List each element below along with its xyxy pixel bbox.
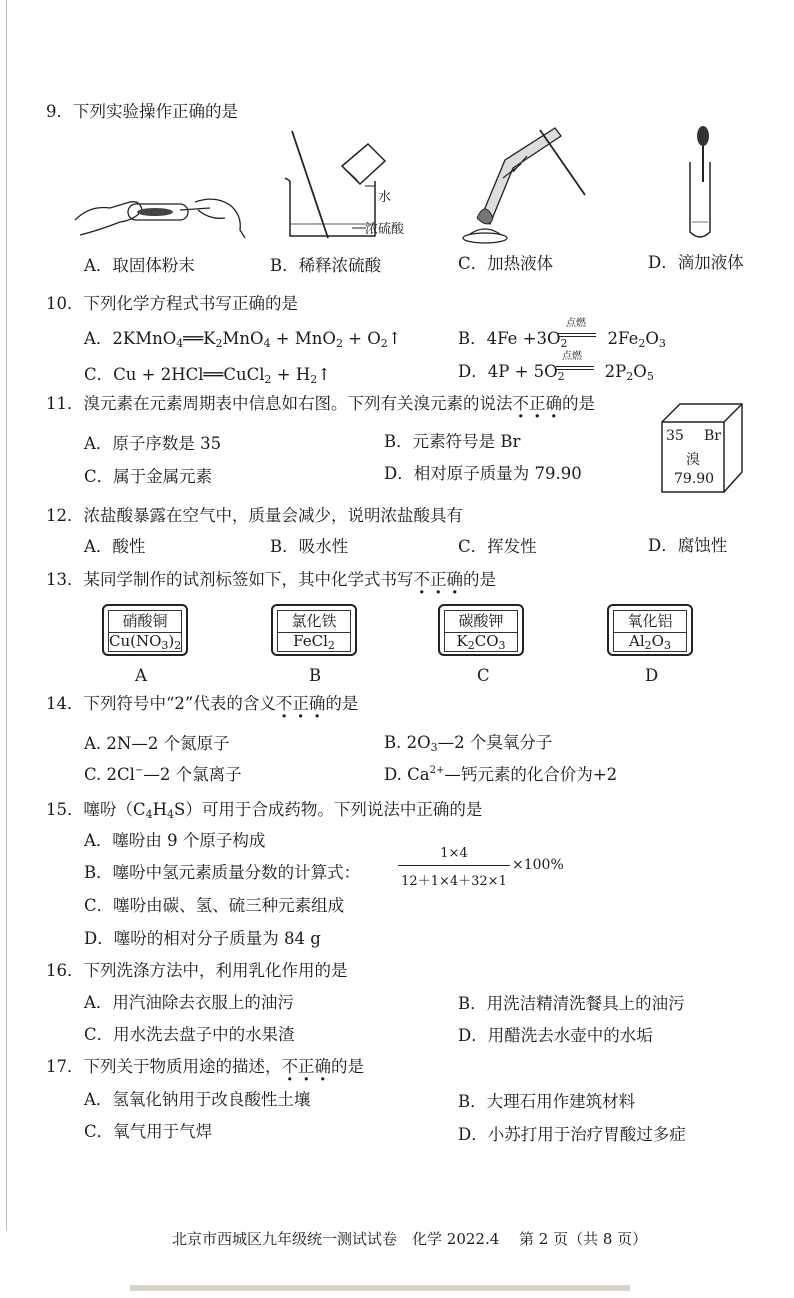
- q14-option-b[interactable]: B. $2O_3—2$ 个臭氧分子: [384, 733, 553, 754]
- q15-option-d[interactable]: D．噻吩的相对分子质量为 84 g: [84, 929, 321, 948]
- q13-label-c[interactable]: [438, 604, 524, 656]
- q10-option-d-condition: 点燃: [562, 351, 582, 362]
- q15-option-c[interactable]: C．噻吩由碳、氢、硫三种元素组成: [84, 896, 345, 915]
- q11-option-c[interactable]: C．属于金属元素: [84, 467, 213, 486]
- q13-label-a-name: 硝酸铜: [108, 610, 182, 633]
- q15-fraction-numerator: 1×4: [440, 846, 468, 861]
- q13-label-a[interactable]: [102, 604, 188, 656]
- q12-option-c[interactable]: C．挥发性: [458, 537, 537, 556]
- q17-option-c[interactable]: C．氧气用于气焊: [84, 1122, 213, 1141]
- q9-option-c[interactable]: C．加热液体: [458, 254, 554, 273]
- q15-stem: 15．噻吩$(C_4H_4S)$可用于合成药物。下列说法中正确的是: [46, 800, 483, 821]
- q9-label-water: 水: [378, 190, 392, 205]
- q16-option-d[interactable]: D．用醋洗去水壶中的水垢: [458, 1026, 653, 1045]
- q10-option-a[interactable]: A．$2KMnO_4══K_2MnO_4 + MnO_2$ + $O_2↑$: [84, 329, 402, 350]
- q11-stem: 11．溴元素在元素周期表中信息如右图。下列有关溴元素的说法不正确的是: [46, 394, 595, 413]
- q13-label-d-formula: $Al_2O_3$: [613, 631, 687, 652]
- q15-option-a[interactable]: A．噻吩由 9 个原子构成: [84, 831, 266, 850]
- q13-label-b[interactable]: [271, 604, 357, 656]
- q10-stem: 10．下列化学方程式书写正确的是: [46, 294, 298, 313]
- element-card-symbol: Br: [704, 428, 721, 444]
- q12-option-b[interactable]: B．吸水性: [270, 537, 349, 556]
- q9-acid-pointer: [352, 226, 366, 230]
- q17-option-a[interactable]: A．氢氧化钠用于改良酸性土壤: [84, 1090, 311, 1109]
- q9-image-a-powder: [70, 180, 250, 240]
- page-footer: 北京市西城区九年级统一测试试卷 化学 2022.4 第 2 页（共 8 页）: [172, 1230, 648, 1248]
- q13-stem: 13．某同学制作的试剂标签如下，其中化学式书写不正确的是: [46, 570, 496, 589]
- q10-option-b-condition: 点燃: [566, 318, 586, 329]
- element-card-name: 溴: [686, 452, 700, 468]
- q9-option-b[interactable]: B．稀释浓硫酸: [270, 256, 382, 275]
- q15-fraction-times: ×100%: [512, 857, 564, 873]
- q13-letter-a: A: [135, 666, 147, 685]
- page-edge-line: [6, 0, 7, 1230]
- q10-option-c[interactable]: C．Cu + 2HCl══CuCl$_2$ + $H_2↑$: [84, 365, 332, 386]
- q9-option-a[interactable]: A．取固体粉末: [84, 256, 195, 275]
- q9-label-acid: 浓硫酸: [365, 222, 405, 237]
- q10-option-b-equals: [558, 333, 596, 337]
- scan-edge-strip: [130, 1285, 630, 1291]
- q13-label-c-formula: $K_2CO_3$: [444, 631, 518, 652]
- q12-stem: 12．浓盐酸暴露在空气中，质量会减少，说明浓盐酸具有: [46, 506, 463, 525]
- q14-option-a[interactable]: A. 2N—2 个氮原子: [84, 734, 230, 753]
- q13-label-b-name: 氯化铁: [277, 610, 351, 633]
- q17-stem: 17．下列关于物质用途的描述，不正确的是: [46, 1057, 364, 1076]
- q15-fraction-denominator: 12＋1×4＋32×1: [401, 874, 507, 889]
- element-card-number: 35: [666, 428, 684, 444]
- q14-option-d[interactable]: D. $Ca^{2+}—$钙元素的化合价为+2: [384, 765, 618, 784]
- q15-fraction-bar: [398, 865, 510, 866]
- q14-stem: 14．下列符号中“2”代表的含义不正确的是: [46, 694, 359, 713]
- q13-label-a-formula: $Cu(NO_3)_2$: [109, 632, 182, 652]
- q12-option-a[interactable]: A．酸性: [84, 537, 146, 556]
- q13-letter-b: B: [309, 666, 322, 685]
- q11-option-b[interactable]: B．元素符号是 Br: [384, 432, 521, 451]
- q9-stem: 9．下列实验操作正确的是: [46, 102, 238, 121]
- q13-letter-d: D: [645, 666, 659, 685]
- q10-option-b[interactable]: B．$4Fe +3O_2$ $2Fe_2O_3$: [458, 329, 666, 350]
- q9-image-c-heat-liquid: [455, 120, 595, 245]
- q16-option-c[interactable]: C．用水洗去盘子中的水果渣: [84, 1025, 295, 1044]
- q13-label-c-name: 碳酸钾: [444, 610, 518, 633]
- q15-option-b[interactable]: B．噻吩中氢元素质量分数的计算式：: [84, 863, 361, 882]
- q10-option-d[interactable]: D．$4P + 5O_2$ $2P_2O_5$: [458, 362, 654, 383]
- q10-option-d-equals: [556, 366, 594, 370]
- element-card-mass: 79.90: [674, 471, 715, 487]
- q14-option-c[interactable]: C. 2Cl−—2 个氯离子: [84, 765, 242, 784]
- q16-option-b[interactable]: B．用洗洁精清洗餐具上的油污: [458, 994, 685, 1013]
- q16-stem: 16．下列洗涤方法中，利用乳化作用的是: [46, 961, 348, 980]
- q11-option-a[interactable]: A．原子序数是 35: [84, 434, 222, 453]
- q13-letter-c: C: [477, 666, 490, 685]
- q17-option-b[interactable]: B．大理石用作建筑材料: [458, 1092, 636, 1111]
- q9-image-d-drop-liquid: [680, 122, 720, 244]
- q13-label-d[interactable]: [607, 604, 693, 656]
- q9-option-d[interactable]: D．滴加液体: [648, 253, 744, 272]
- q16-option-a[interactable]: A．用汽油除去衣服上的油污: [84, 993, 294, 1012]
- q17-option-d[interactable]: D．小苏打用于治疗胃酸过多症: [458, 1125, 686, 1144]
- q12-option-d[interactable]: D．腐蚀性: [648, 536, 728, 555]
- q13-label-b-formula: FeCl$_2$: [277, 631, 351, 652]
- q11-option-d[interactable]: D．相对原子质量为 79.90: [384, 464, 582, 483]
- q13-label-d-name: 氧化铝: [613, 610, 687, 633]
